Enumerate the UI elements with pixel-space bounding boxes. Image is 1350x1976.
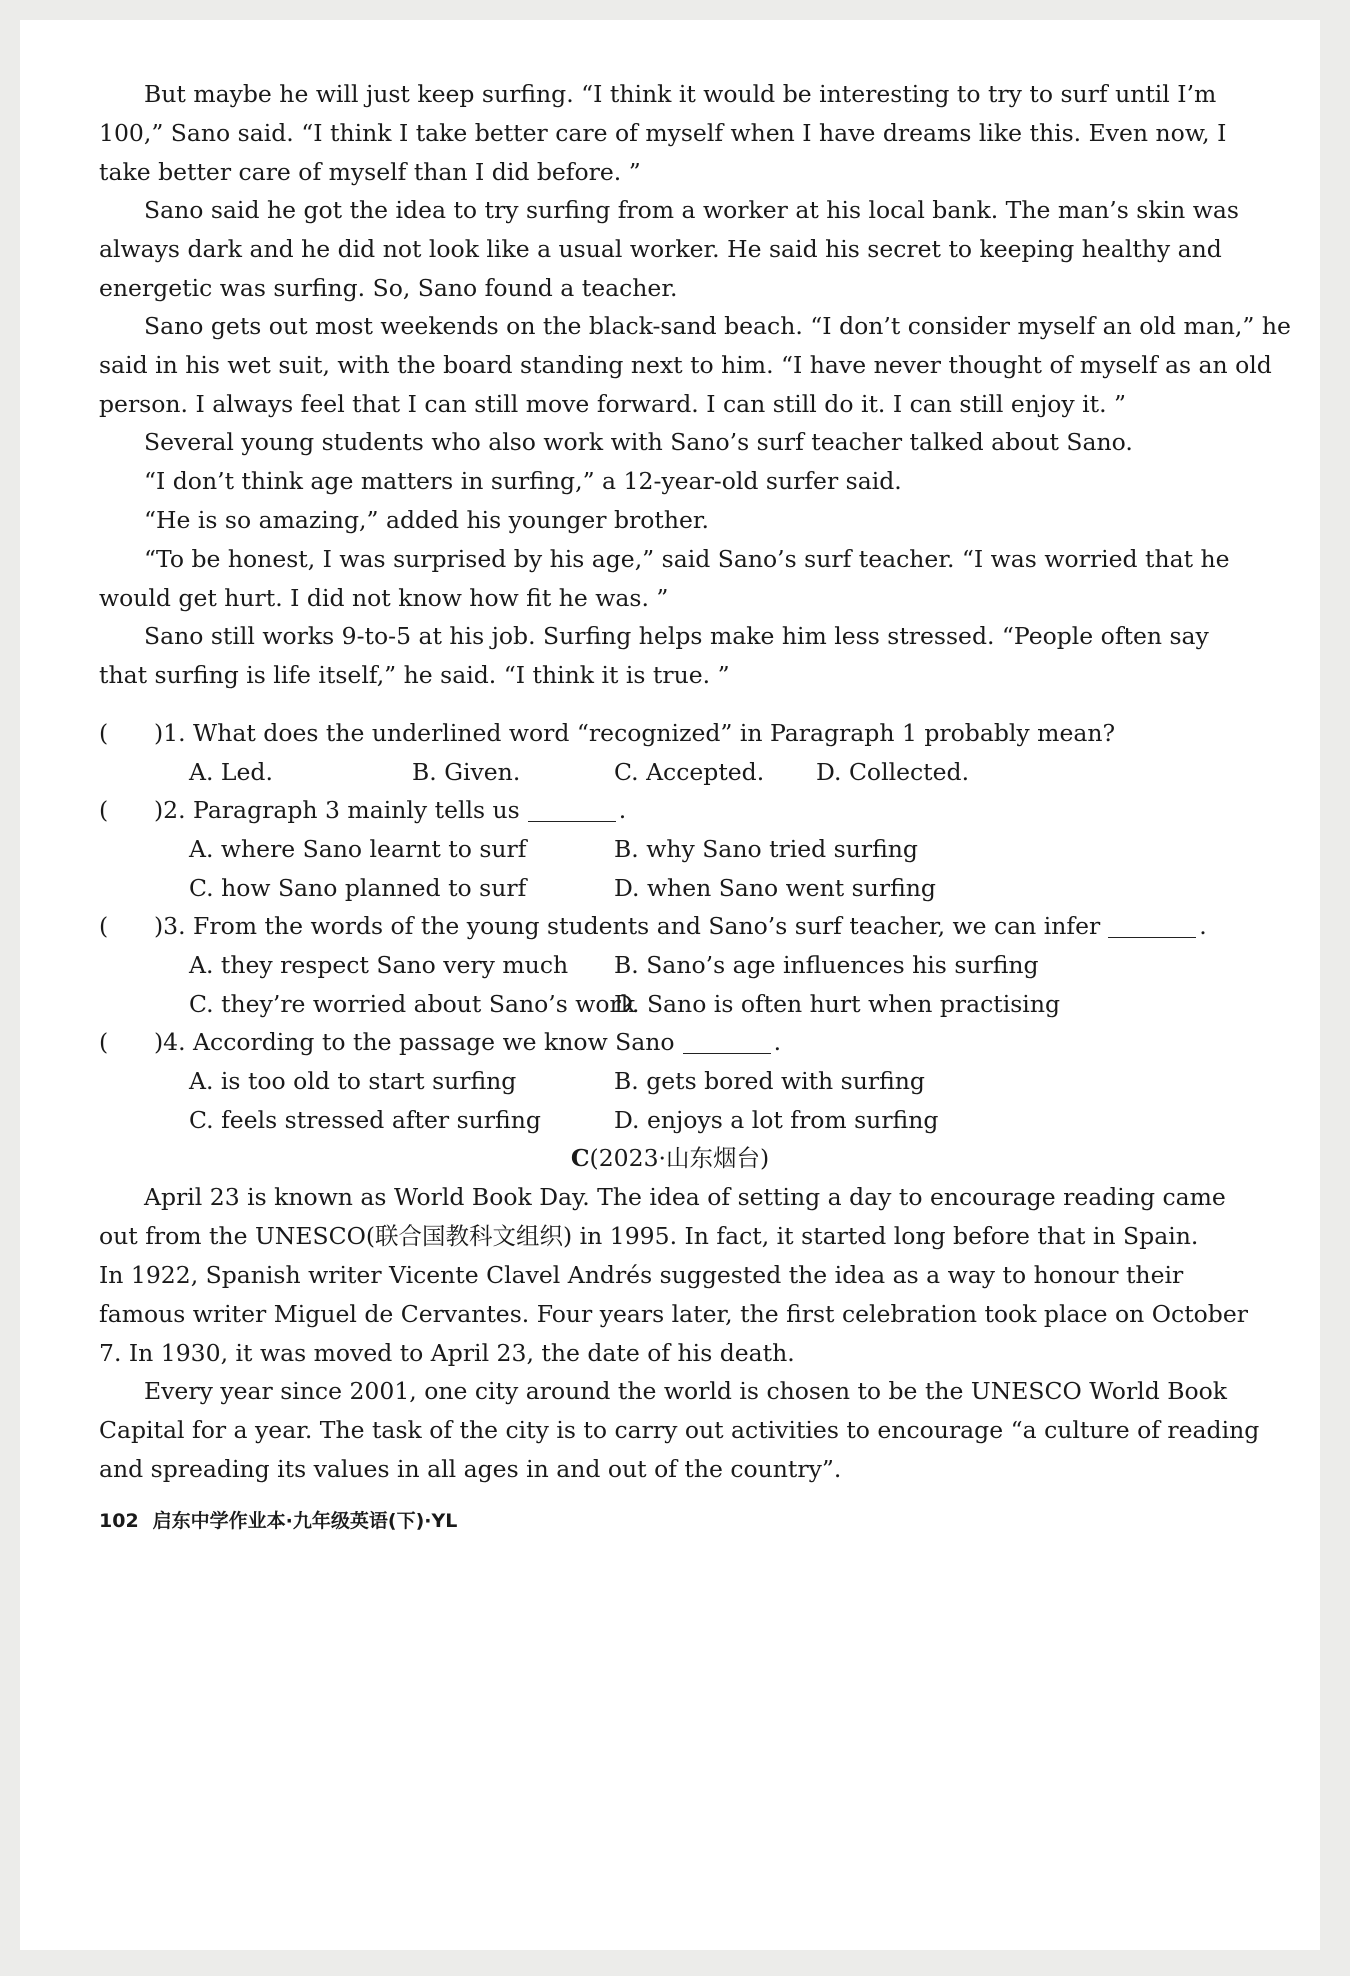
- option-d: D. enjoys a lot from surfing: [614, 1106, 939, 1134]
- passage-b-paragraph-8: [99, 617, 1209, 695]
- option-b: B. Given.: [412, 758, 521, 786]
- option-b: B. gets bored with surfing: [614, 1067, 925, 1095]
- text-line: 100,” Sano said. “I think I take better care of myself when I have dreams like this. Even now, I: [99, 119, 1227, 147]
- option-a: A. is too old to start surfing: [189, 1067, 517, 1095]
- text-line: April 23 is known as World Book Day. The idea of setting a day to encourage reading came: [144, 1183, 1226, 1211]
- question-stem-end: .: [773, 1028, 782, 1056]
- question-2: [99, 791, 1029, 830]
- page-number: 102: [99, 1510, 139, 1532]
- text-line: person. I always feel that I can still move forward. I can still do it. I can still enjoy it. ”: [99, 390, 1127, 418]
- answer-bracket[interactable]: (: [99, 1028, 109, 1056]
- text-line: But maybe he will just keep surfing. “I think it would be interesting to try to surf until I’m: [144, 80, 1217, 108]
- text-line: Every year since 2001, one city around the world is chosen to be the UNESCO World Book: [144, 1377, 1228, 1405]
- option-d: D. when Sano went surfing: [614, 874, 936, 902]
- text-line: “I don’t think age matters in surfing,” a 12-year-old surfer said.: [144, 467, 902, 495]
- passage-b-paragraph-5: [99, 462, 1025, 501]
- section-c-heading: [20, 1139, 1320, 1178]
- text-line: said in his wet suit, with the board standing next to him. “I have never thought of myself as an old: [99, 351, 1272, 379]
- text-line: Sano still works 9-to-5 at his job. Surfing helps make him less stressed. “People often say: [144, 622, 1209, 650]
- question-stem: )1. What does the underlined word “recognized” in Paragraph 1 probably mean?: [154, 719, 1116, 747]
- question-stem-text: )3. From the words of the young students and Sano’s surf teacher, we can infer: [154, 912, 1101, 940]
- text-line: 7. In 1930, it was moved to April 23, the date of his death.: [99, 1339, 795, 1367]
- option-d: D. Sano is often hurt when practising: [614, 990, 1060, 1018]
- option-c: C. feels stressed after surfing: [189, 1106, 541, 1134]
- text-line: out from the UNESCO(联合国教科文组织) in 1995. In fact, it started long before that in Spain.: [99, 1222, 1199, 1250]
- question-stem: [154, 907, 1207, 946]
- passage-b-paragraph-1: [99, 75, 1227, 192]
- answer-blank[interactable]: [528, 795, 616, 822]
- text-line: and spreading its values in all ages in and out of the country”.: [99, 1455, 842, 1483]
- text-line: “He is so amazing,” added his younger brother.: [144, 506, 710, 534]
- text-line: that surfing is life itself,” he said. “I think it is true. ”: [99, 661, 730, 689]
- option-c: C. they’re worried about Sano’s work: [189, 990, 635, 1018]
- passage-b-paragraph-4: [99, 423, 1133, 462]
- option-b: B. why Sano tried surfing: [614, 835, 918, 863]
- option-b: B. Sano’s age influences his surfing: [614, 951, 1039, 979]
- section-source: (2023·山东烟台): [589, 1144, 770, 1172]
- answer-blank[interactable]: [1108, 911, 1196, 938]
- passage-b-paragraph-6: [99, 501, 1025, 540]
- text-line: Sano gets out most weekends on the black-sand beach. “I don’t consider myself an old man,” he: [144, 312, 1291, 340]
- passage-c-paragraph-1: [99, 1178, 1248, 1373]
- question-stem-end: .: [1199, 912, 1207, 940]
- answer-bracket[interactable]: (: [99, 796, 109, 824]
- text-line: “To be honest, I was surprised by his age,” said Sano’s surf teacher. “I was worried that he: [144, 545, 1230, 573]
- option-a: A. Led.: [189, 758, 273, 786]
- book-title: 启东中学作业本·九年级英语(下)·YL: [152, 1510, 458, 1532]
- question-stem-text: )2. Paragraph 3 mainly tells us: [154, 796, 520, 824]
- option-a: A. they respect Sano very much: [189, 951, 569, 979]
- text-line: Sano said he got the idea to try surfing from a worker at his local bank. The man’s skin was: [144, 196, 1239, 224]
- text-line: energetic was surfing. So, Sano found a teacher.: [99, 274, 678, 302]
- passage-b-paragraph-3: [99, 307, 1291, 424]
- text-line: would get hurt. I did not know how fit he was. ”: [99, 584, 669, 612]
- question-3: [99, 907, 1207, 946]
- text-line: famous writer Miguel de Cervantes. Four years later, the first celebration took place on October: [99, 1300, 1248, 1328]
- text-line: always dark and he did not look like a usual worker. He said his secret to keeping healthy and: [99, 235, 1222, 263]
- question-4: [99, 1023, 1029, 1062]
- page-footer: [99, 1506, 457, 1536]
- section-letter: C: [570, 1144, 590, 1172]
- question-1: [99, 714, 1116, 753]
- option-a: A. where Sano learnt to surf: [189, 835, 527, 863]
- text-line: Several young students who also work with Sano’s surf teacher talked about Sano.: [144, 428, 1133, 456]
- passage-b-paragraph-7: [99, 540, 1230, 618]
- answer-blank[interactable]: [683, 1027, 771, 1054]
- answer-bracket[interactable]: (: [99, 912, 109, 940]
- question-stem: [154, 791, 626, 830]
- text-line: In 1922, Spanish writer Vicente Clavel Andrés suggested the idea as a way to honour their: [99, 1261, 1184, 1289]
- question-stem-end: .: [618, 796, 627, 824]
- text-line: Capital for a year. The task of the city is to carry out activities to encourage “a culture of reading: [99, 1416, 1260, 1444]
- option-c: C. Accepted.: [614, 758, 765, 786]
- question-stem: [154, 1023, 781, 1062]
- text-line: take better care of myself than I did before. ”: [99, 158, 641, 186]
- answer-bracket[interactable]: (: [99, 719, 109, 747]
- option-c: C. how Sano planned to surf: [189, 874, 527, 902]
- passage-b-paragraph-2: [99, 191, 1239, 308]
- passage-c-paragraph-2: [99, 1372, 1260, 1489]
- workbook-page: [20, 20, 1320, 1950]
- question-stem-text: )4. According to the passage we know Sano: [154, 1028, 675, 1056]
- option-d: D. Collected.: [816, 758, 970, 786]
